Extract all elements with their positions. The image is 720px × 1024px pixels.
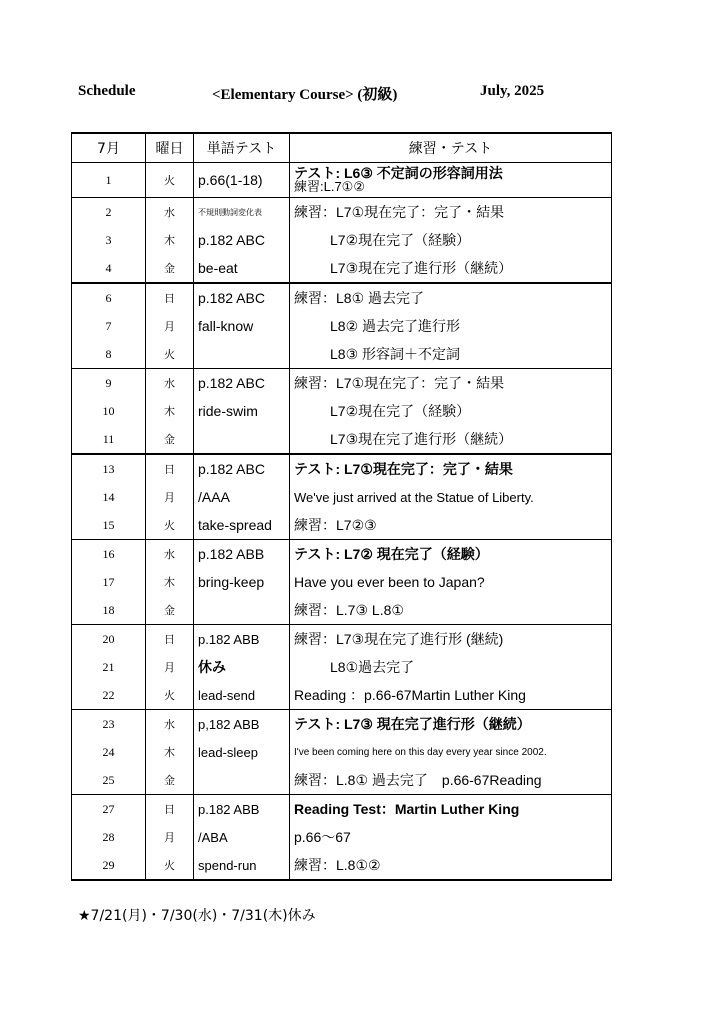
dow-cell: 日 (146, 625, 194, 654)
content-cell: 練習：L7②③ (290, 511, 612, 540)
vocab-cell: p.182 ABC (194, 369, 290, 398)
table-row (72, 283, 612, 312)
dow-cell: 日 (146, 283, 194, 312)
vocab-cell: p.66(1-18) (194, 163, 290, 198)
date-cell: 22 (72, 681, 146, 710)
vocab-cell (194, 340, 290, 369)
schedule-table (71, 132, 612, 881)
vocab-cell (194, 766, 290, 795)
content-cell: 練習：L.7③ L.8① (290, 596, 612, 625)
dow-cell: 金 (146, 766, 194, 795)
date-cell: 6 (72, 283, 146, 312)
date-cell: 13 (72, 454, 146, 483)
date-cell: 2 (72, 198, 146, 227)
vocab-cell: p.182 ABC (194, 454, 290, 483)
table-row (72, 738, 612, 766)
col-month: 7月 (72, 133, 146, 163)
table-row (72, 681, 612, 710)
content-cell: L7②現在完了（経験） (290, 226, 612, 254)
table-row (72, 625, 612, 654)
dow-cell: 火 (146, 851, 194, 880)
vocab-cell: be-eat (194, 254, 290, 283)
table-row (72, 540, 612, 569)
table-row (72, 568, 612, 596)
vocab-cell: p.182 ABC (194, 283, 290, 312)
table-row (72, 163, 612, 198)
table-row (72, 254, 612, 283)
date-cell: 20 (72, 625, 146, 654)
table-row (72, 795, 612, 824)
table-row (72, 653, 612, 681)
date-cell: 28 (72, 823, 146, 851)
vocab-cell: p,182 ABB (194, 710, 290, 739)
col-vocab-test: 単語テスト (194, 133, 290, 163)
content-cell: 練習：L7③現在完了進行形 (継続) (290, 625, 612, 654)
vocab-cell (194, 425, 290, 454)
table-row (72, 511, 612, 540)
dow-cell: 月 (146, 653, 194, 681)
date-cell: 9 (72, 369, 146, 398)
vocab-cell: p.182 ABB (194, 540, 290, 569)
vocab-cell: lead-send (194, 681, 290, 710)
content-cell: L8② 過去完了進行形 (290, 312, 612, 340)
table-header-row (72, 133, 612, 163)
vocab-cell: bring-keep (194, 568, 290, 596)
content-cell: p.66～67 (290, 823, 612, 851)
table-row (72, 483, 612, 511)
vocab-cell: /AAA (194, 483, 290, 511)
content-cell: テスト: L7② 現在完了（経験） (290, 540, 612, 569)
content-cell: Reading ：p.66-67Martin Luther King (290, 681, 612, 710)
dow-cell: 日 (146, 795, 194, 824)
dow-cell: 日 (146, 454, 194, 483)
holiday-note: ★7/21(月)・7/30(水)・7/31(木)休み (78, 908, 316, 924)
dow-cell: 水 (146, 540, 194, 569)
vocab-cell: p.182 ABB (194, 795, 290, 824)
vocab-cell: /ABA (194, 823, 290, 851)
content-cell: L7③現在完了進行形（継続） (290, 425, 612, 454)
vocab-cell: p.182 ABC (194, 226, 290, 254)
date-cell: 29 (72, 851, 146, 880)
content-cell: 練習：L7①現在完了：完了・結果 (290, 369, 612, 398)
table-row (72, 369, 612, 398)
col-dow: 曜日 (146, 133, 194, 163)
content-line-1: テスト: L6③ 不定詞の形容詞用法 (294, 165, 503, 181)
content-cell: テスト: L7③ 現在完了進行形（継続） (290, 710, 612, 739)
content-cell: L7②現在完了（経験） (290, 397, 612, 425)
dow-cell: 水 (146, 198, 194, 227)
dow-cell: 木 (146, 738, 194, 766)
date-cell: 27 (72, 795, 146, 824)
dow-cell: 火 (146, 163, 194, 198)
col-practice-test: 練習・テスト (290, 133, 612, 163)
course-title: <Elementary Course> (初級) (212, 87, 398, 103)
content-cell: テスト: L7①現在完了：完了・結果 (290, 454, 612, 483)
dow-cell: 木 (146, 226, 194, 254)
date-cell: 18 (72, 596, 146, 625)
date-cell: 24 (72, 738, 146, 766)
table-row (72, 425, 612, 454)
table-row (72, 823, 612, 851)
date-cell: 10 (72, 397, 146, 425)
date-cell: 8 (72, 340, 146, 369)
vocab-cell: 休み (194, 653, 290, 681)
vocab-cell: 不規則動詞変化表 (194, 198, 290, 227)
date-cell: 1 (72, 163, 146, 198)
dow-cell: 水 (146, 710, 194, 739)
dow-cell: 水 (146, 369, 194, 398)
content-cell: 練習：L8① 過去完了 (290, 283, 612, 312)
schedule-label: Schedule (78, 83, 136, 99)
content-cell: I've been coming here on this day every year since 2002. (290, 738, 612, 766)
content-cell: 練習：L.8①② (290, 851, 612, 880)
table-row (72, 340, 612, 369)
content-cell: Reading Test：Martin Luther King (290, 795, 612, 824)
vocab-cell: p.182 ABB (194, 625, 290, 654)
dow-cell: 火 (146, 681, 194, 710)
vocab-cell: lead-sleep (194, 738, 290, 766)
date-cell: 11 (72, 425, 146, 454)
table-row (72, 198, 612, 227)
content-cell: We've just arrived at the Statue of Liberty. (290, 483, 612, 511)
vocab-cell: take-spread (194, 511, 290, 540)
dow-cell: 木 (146, 568, 194, 596)
content-cell: L8①過去完了 (290, 653, 612, 681)
dow-cell: 月 (146, 312, 194, 340)
dow-cell: 金 (146, 425, 194, 454)
date-cell: 4 (72, 254, 146, 283)
content-cell: Have you ever been to Japan? (290, 568, 612, 596)
table-row (72, 397, 612, 425)
content-cell: 練習：L.8① 過去完了 p.66-67Reading (290, 766, 612, 795)
content-cell (290, 163, 612, 198)
table-row (72, 596, 612, 625)
date-cell: 15 (72, 511, 146, 540)
dow-cell: 金 (146, 254, 194, 283)
vocab-cell: spend-run (194, 851, 290, 880)
dow-cell: 月 (146, 823, 194, 851)
content-cell: L7③現在完了進行形（継続） (290, 254, 612, 283)
date-cell: 14 (72, 483, 146, 511)
dow-cell: 火 (146, 340, 194, 369)
dow-cell: 月 (146, 483, 194, 511)
table-row (72, 312, 612, 340)
dow-cell: 火 (146, 511, 194, 540)
vocab-cell: ride-swim (194, 397, 290, 425)
date-cell: 21 (72, 653, 146, 681)
table-row (72, 851, 612, 880)
vocab-cell (194, 596, 290, 625)
date-cell: 3 (72, 226, 146, 254)
table-row (72, 710, 612, 739)
date-cell: 7 (72, 312, 146, 340)
date-cell: 25 (72, 766, 146, 795)
vocab-cell: fall-know (194, 312, 290, 340)
dow-cell: 金 (146, 596, 194, 625)
content-cell: 練習：L7①現在完了：完了・結果 (290, 198, 612, 227)
table-row (72, 226, 612, 254)
table-row (72, 766, 612, 795)
dow-cell: 木 (146, 397, 194, 425)
table-row (72, 454, 612, 483)
date-cell: 16 (72, 540, 146, 569)
month-label: July, 2025 (480, 83, 545, 99)
content-line-2: 練習:L.7①② (294, 179, 365, 194)
page-header (0, 83, 720, 105)
content-cell: L8③ 形容詞＋不定詞 (290, 340, 612, 369)
date-cell: 17 (72, 568, 146, 596)
date-cell: 23 (72, 710, 146, 739)
